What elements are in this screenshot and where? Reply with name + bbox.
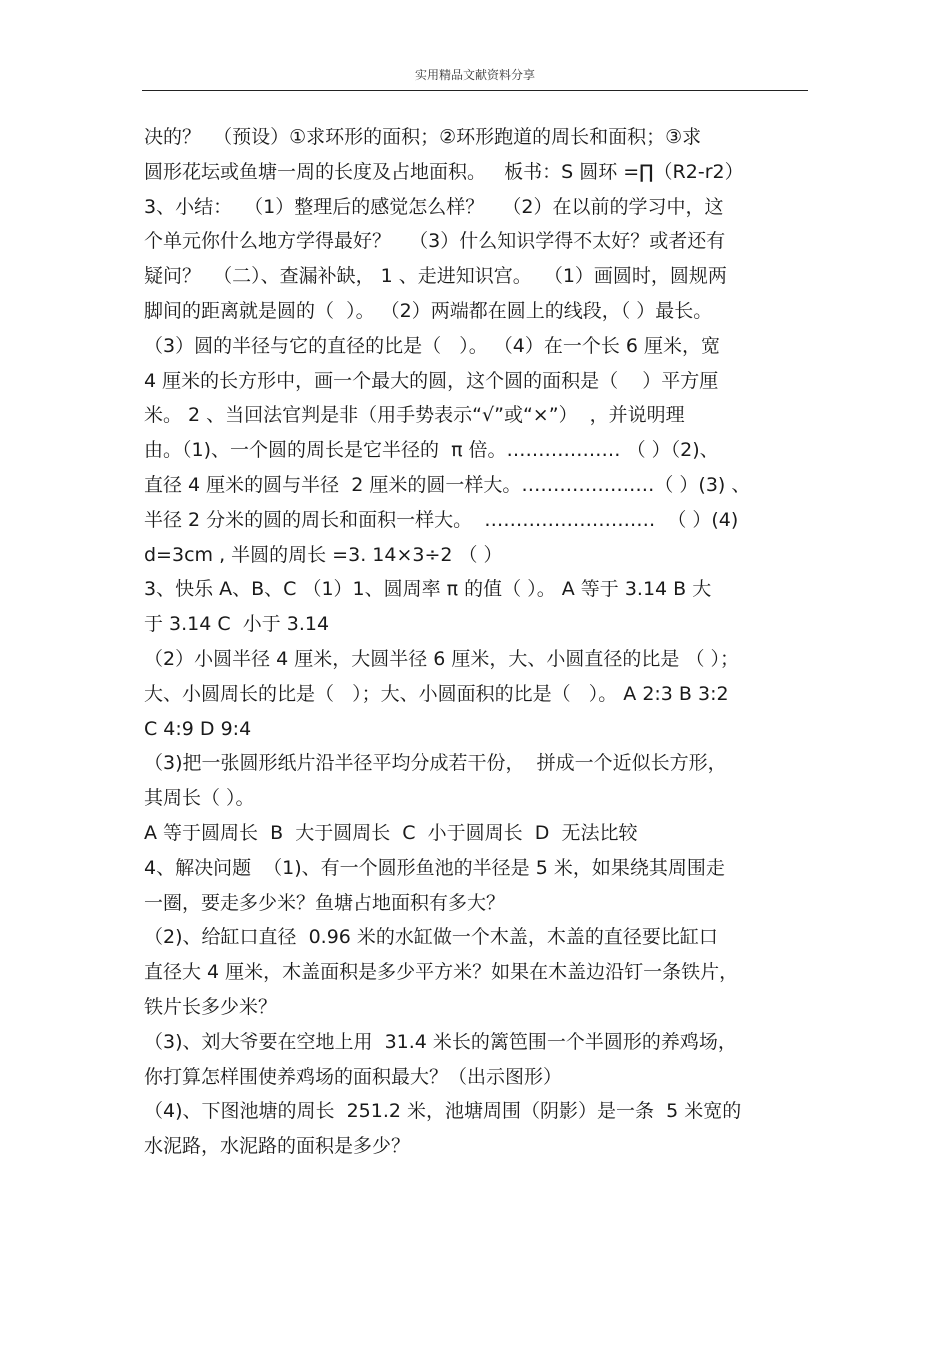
text-line: 大、小圆周长的比是（ ）；大、小圆面积的比是（ ）。 A 2:3 B 3:2	[144, 682, 729, 705]
text-line: （2）小圆半径 4 厘米，大圆半径 6 厘米，大、小圆直径的比是 （ ）；	[144, 647, 740, 670]
text-line: （2)、给缸口直径 0.96 米的水缸做一个木盖，木盖的直径要比缸口	[144, 926, 718, 949]
document-body	[144, 120, 814, 1164]
text-line: A 等于圆周长 B 大于圆周长 C 小于圆周长 D 无法比较	[144, 821, 638, 844]
text-line: 其周长（ ）。	[144, 787, 255, 810]
text-line: 3、快乐 A、B、C （1）1、圆周率 π 的值（ ）。 A 等于 3.14 B 大	[144, 578, 712, 601]
text-line: 个单元你什么地方学得最好？ （3）什么知识学得不太好？或者还有	[144, 230, 726, 253]
text-line: 圆形花坛或鱼塘一周的长度及占地面积。 板书：S 圆环 =∏（R2-r2）	[144, 160, 744, 183]
text-line: （3）圆的半径与它的直径的比是（ ）。 （4）在一个长 6 厘米，宽	[144, 334, 721, 357]
text-line: 由。（1)、一个圆的周长是它半径的 π 倍。……………… （ ）（2)、	[144, 439, 719, 462]
text-line: 水泥路，水泥路的面积是多少？	[144, 1135, 411, 1158]
text-line: 你打算怎样围使养鸡场的面积最大？（出示图形）	[144, 1065, 563, 1088]
text-line: 半径 2 分米的圆的周长和面积一样大。 ……………………… （ ）(4)	[144, 508, 739, 531]
text-line: （3)把一张圆形纸片沿半径平均分成若干份， 拼成一个近似长方形，	[144, 752, 727, 775]
text-line: 4、解决问题 （1)、有一个圆形鱼池的半径是 5 米，如果绕其周围走	[144, 856, 725, 879]
text-line: d=3cm , 半圆的周长 =3. 14×3÷2 （ ）	[144, 543, 503, 566]
text-line: C 4:9 D 9:4	[144, 717, 252, 740]
text-line: （3)、刘大爷要在空地上用 31.4 米长的篱笆围一个半圆形的养鸡场，	[144, 1030, 737, 1053]
text-line: 决的？ （预设）①求环形的面积；②环形跑道的周长和面积；③求	[144, 126, 702, 148]
page-header: 实用精品文献资料分享	[414, 68, 535, 82]
text-line: 一圈，要走多少米？鱼塘占地面积有多大？	[144, 891, 506, 914]
text-line: 3、小结： （1）整理后的感觉怎么样？ （2）在以前的学习中，这	[144, 195, 724, 218]
text-line: 4 厘米的长方形中，画一个最大的圆，这个圆的面积是（ ）平方厘	[144, 369, 719, 392]
text-line: 铁片长多少米？	[144, 995, 278, 1018]
text-line: 脚间的距离就是圆的（ ）。 （2）两端都在圆上的线段，（ ）最长。	[144, 299, 713, 322]
text-line: 疑问？ （二）、查漏补缺， 1 、走进知识宫。 （1）画圆时，圆规两	[144, 265, 727, 288]
text-line: 于 3.14 C 小于 3.14	[144, 613, 330, 636]
text-line: （4)、下图池塘的周长 251.2 米，池塘周围（阴影）是一条 5 米宽的	[144, 1100, 742, 1123]
header-divider	[142, 90, 808, 91]
text-line: 米。 2 、当回法官判是非（用手势表示“√”或“×”） ，并说明理	[144, 404, 685, 427]
text-line: 直径大 4 厘米，木盖面积是多少平方米？如果在木盖边沿钉一条铁片，	[144, 961, 739, 984]
text-line: 直径 4 厘米的圆与半径 2 厘米的圆一样大。…………………（ ）(3) 、	[144, 473, 751, 496]
